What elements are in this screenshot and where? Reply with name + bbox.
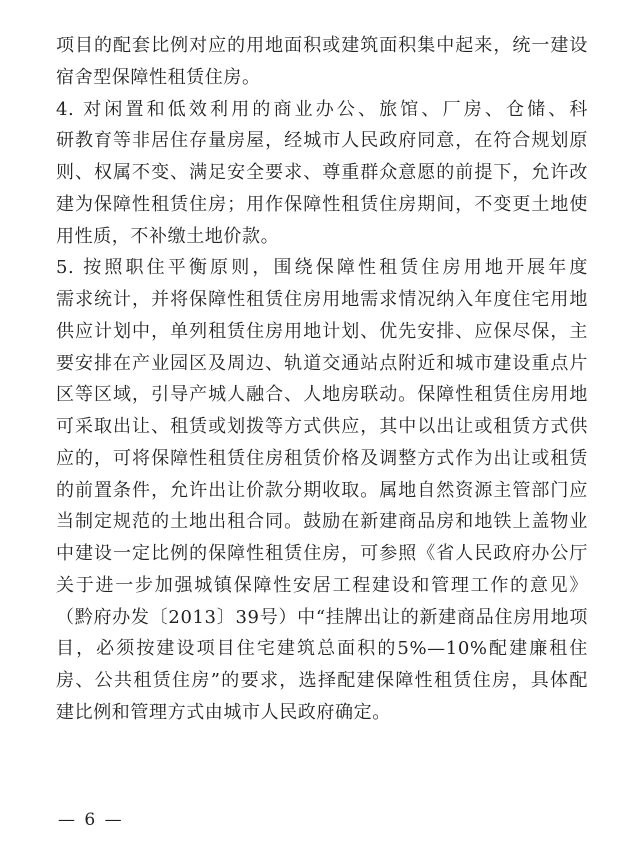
text-line-21: 房、公共租赁住房”的要求，选择配建保障性租赁住房，具体配 (56, 670, 588, 691)
text-line-22: 建比例和管理方式由城市人民政府确定。 (56, 701, 391, 723)
text-line-2: 宿舍型保障性租赁住房。 (56, 66, 261, 88)
page-number: — 6 — (58, 810, 124, 830)
text-line-8: 5. 按照职住平衡原则，围绕保障性租赁住房用地开展年度 (56, 257, 588, 279)
text-line-19: （黔府办发〔2013〕39号）中“挂牌出让的新建商品住房用地项 (56, 606, 588, 628)
text-line-14: 应的，可将保障性租赁住房租赁价格及调整方式作为出让或租赁 (56, 447, 588, 469)
text-line-20: 目，必须按建设项目住宅建筑总面积的5%—10%配建廉租住 (56, 638, 588, 660)
text-line-10: 供应计划中，单列租赁住房用地计划、优先安排、应保尽保，主 (56, 320, 588, 342)
text-line-3: 4. 对闲置和低效利用的商业办公、旅馆、厂房、仓储、科 (56, 98, 588, 120)
body-text (56, 30, 588, 729)
text-line-12: 区等区域，引导产城人融合、人地房联动。保障性租赁住房用地 (56, 384, 588, 406)
text-line-6: 建为保障性租赁住房；用作保障性租赁住房期间，不变更土地使 (56, 193, 588, 215)
text-line-1: 项目的配套比例对应的用地面积或建筑面积集中起来，统一建设 (56, 35, 588, 56)
text-line-11: 要安排在产业园区及周边、轨道交通站点附近和城市建设重点片 (56, 352, 588, 374)
text-line-18: 关于进一步加强城镇保障性安居工程建设和管理工作的意见》 (56, 574, 588, 596)
text-line-5: 则、权属不变、满足安全要求、尊重群众意愿的前提下，允许改 (56, 162, 588, 183)
text-line-15: 的前置条件，允许出让价款分期收取。属地自然资源主管部门应 (56, 479, 588, 501)
text-line-17: 中建设一定比例的保障性租赁住房，可参照《省人民政府办公厅 (56, 543, 588, 564)
text-line-9: 需求统计，并将保障性租赁住房用地需求情况纳入年度住宅用地 (56, 289, 588, 310)
text-line-13: 可采取出让、租赁或划拨等方式供应，其中以出让或租赁方式供 (56, 416, 588, 437)
text-line-16: 当制定规范的土地出租合同。鼓励在新建商品房和地铁上盖物业 (56, 511, 588, 533)
text-line-4: 研教育等非居住存量房屋，经城市人民政府同意，在符合规划原 (56, 130, 588, 152)
text-line-7: 用性质，不补缴土地价款。 (56, 225, 280, 247)
